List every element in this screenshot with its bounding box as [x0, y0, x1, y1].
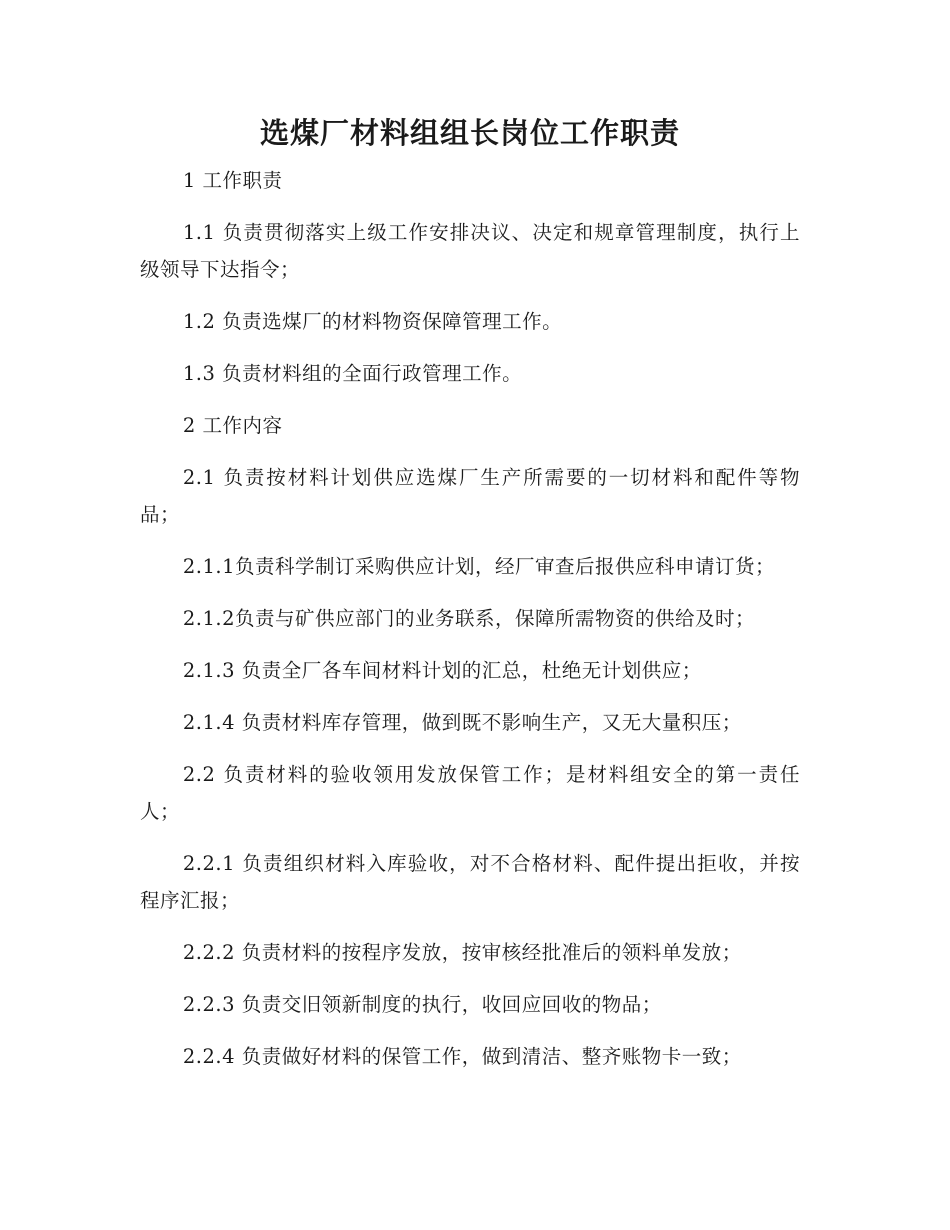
paragraph-2-1-1: 2.1.1负责科学制订采购供应计划，经厂审查后报供应科申请订货； [182, 555, 776, 578]
heading-section-2: 2 工作内容 [182, 414, 283, 437]
paragraph-1-1: 1.1 负责贯彻落实上级工作安排决议、决定和规章管理制度，执行上级领导下达指令； [140, 221, 800, 281]
paragraph-1-2: 1.2 负责选煤厂的材料物资保障管理工作。 [182, 310, 563, 333]
paragraph-2-2-2: 2.2.2 负责材料的按程序发放，按审核经批准后的领料单发放； [182, 941, 742, 964]
paragraph-2-1-4: 2.1.4 负责材料库存管理，做到既不影响生产，又无大量积压； [182, 711, 742, 734]
paragraph-2-2-3: 2.2.3 负责交旧领新制度的执行，收回应回收的物品； [182, 993, 662, 1016]
paragraph-1-3: 1.3 负责材料组的全面行政管理工作。 [182, 362, 523, 385]
heading-section-1: 1 工作职责 [182, 169, 283, 192]
paragraph-2-2: 2.2 负责材料的验收领用发放保管工作；是材料组安全的第一责任人； [140, 763, 800, 823]
paragraph-2-2-4: 2.2.4 负责做好材料的保管工作，做到清洁、整齐账物卡一致； [182, 1045, 742, 1068]
document-title: 选煤厂材料组组长岗位工作职责 [259, 116, 680, 150]
paragraph-2-1: 2.1 负责按材料计划供应选煤厂生产所需要的一切材料和配件等物品； [140, 466, 800, 526]
paragraph-2-1-3: 2.1.3 负责全厂各车间材料计划的汇总，杜绝无计划供应； [182, 659, 702, 682]
paragraph-2-2-1: 2.2.1 负责组织材料入库验收，对不合格材料、配件提出拒收，并按程序汇报； [140, 852, 800, 912]
document-page [140, 108, 800, 1090]
paragraph-2-1-2: 2.1.2负责与矿供应部门的业务联系，保障所需物资的供给及时； [182, 607, 756, 630]
